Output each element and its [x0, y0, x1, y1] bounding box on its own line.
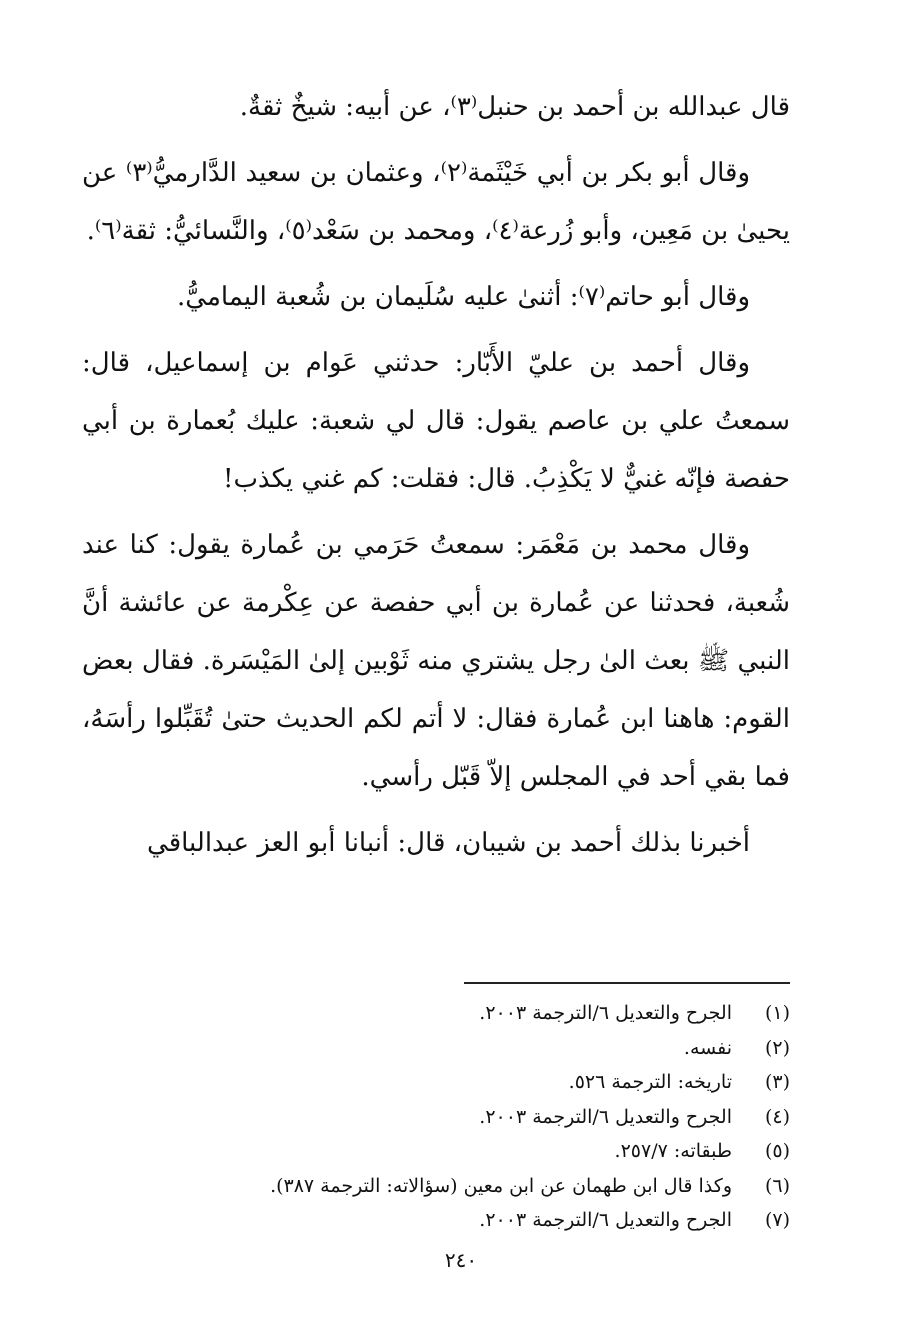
footnote-3 — [150, 1065, 790, 1100]
page-number: ٢٤٠ — [444, 1248, 478, 1272]
footnote-text: الجرح والتعديل ٦/الترجمة ٢٠٠٣. — [479, 1002, 732, 1024]
paragraph-6: أخبرنا بذلك أحمد بن شيبان، قال: أنبانا أبو العز عبدالباقي — [147, 828, 750, 858]
footnote-number: (٣) — [764, 1071, 790, 1093]
footnotes-list — [150, 996, 790, 1238]
footnote-text: طبقاته: ٢٥٧/٧. — [614, 1140, 732, 1162]
footnote-2 — [150, 1031, 790, 1066]
footnote-text: نفسه. — [683, 1036, 732, 1059]
footnote-text: وكذا قال ابن طهمان عن ابن معين (سؤالاته: الترجمة ٣٨٧). — [270, 1174, 732, 1197]
footnote-number: (٢) — [764, 1036, 790, 1059]
footnote-number: (٤) — [764, 1105, 790, 1128]
footnote-6 — [150, 1169, 790, 1204]
footnote-number: (٥) — [764, 1140, 790, 1162]
footnote-number: (٦) — [764, 1174, 790, 1197]
footnote-4 — [150, 1100, 790, 1135]
paragraph-4: وقال أحمد بن عليّ الأَبّار: حدثني عَوام بن إسماعيل، قال: سمعتُ علي بن عاصم يقول: قال لي شعبة: عليك بُعمارة بن أبي حفصة فإنّه غنيٌّ لا يَكْذِبُ. قال: فقلت: كم غني يكذب! — [82, 348, 790, 494]
paragraph-1: قال عبدالله بن أحمد بن حنبل⁽٣⁾، عن أبيه: شيخٌ ثقةٌ. — [239, 92, 790, 122]
footnote-7 — [150, 1203, 790, 1238]
footnote-text: الجرح والتعديل ٦/الترجمة ٢٠٠٣. — [479, 1209, 732, 1231]
footnote-5 — [150, 1134, 790, 1169]
paragraph-3: وقال أبو حاتم⁽٧⁾: أثنىٰ عليه سُلَيمان بن شُعبة اليماميُّ. — [177, 282, 750, 312]
footnote-number: (٧) — [764, 1209, 790, 1231]
footnote-1 — [150, 996, 790, 1031]
paragraph-5: وقال محمد بن مَعْمَر: سمعتُ حَرَمي بن عُمارة يقول: كنا عند شُعبة، فحدثنا عن عُمارة بن أبي حفصة عن عِكْرمة عن عائشة أنَّ النبي ﷺ بعث الىٰ رجل يشتري منه ثَوْبين إلىٰ المَيْسَرة. فقال بعض القوم: هاهنا ابن عُمارة فقال: لا أتم لكم الحديث حتىٰ تُقَبِّلوا رأسَهُ، فما بقي أحد في المجلس إلاّ قَبّل رأسي. — [82, 530, 790, 792]
footnote-number: (١) — [764, 1002, 790, 1024]
paragraph-2: وقال أبو بكر بن أبي خَيْثَمة⁽٢⁾، وعثمان بن سعيد الدَّارميُّ⁽٣⁾ عن يحيىٰ بن مَعِين، وأبو زُرعة⁽٤⁾، ومحمد بن سَعْد⁽٥⁾، والنَّسائيُّ: ثقة⁽٦⁾. — [82, 158, 790, 246]
footnote-separator — [464, 982, 790, 984]
footnote-text: الجرح والتعديل ٦/الترجمة ٢٠٠٣. — [479, 1105, 732, 1128]
footnote-text: تاريخه: الترجمة ٥٢٦. — [568, 1071, 732, 1093]
main-text — [82, 78, 790, 880]
